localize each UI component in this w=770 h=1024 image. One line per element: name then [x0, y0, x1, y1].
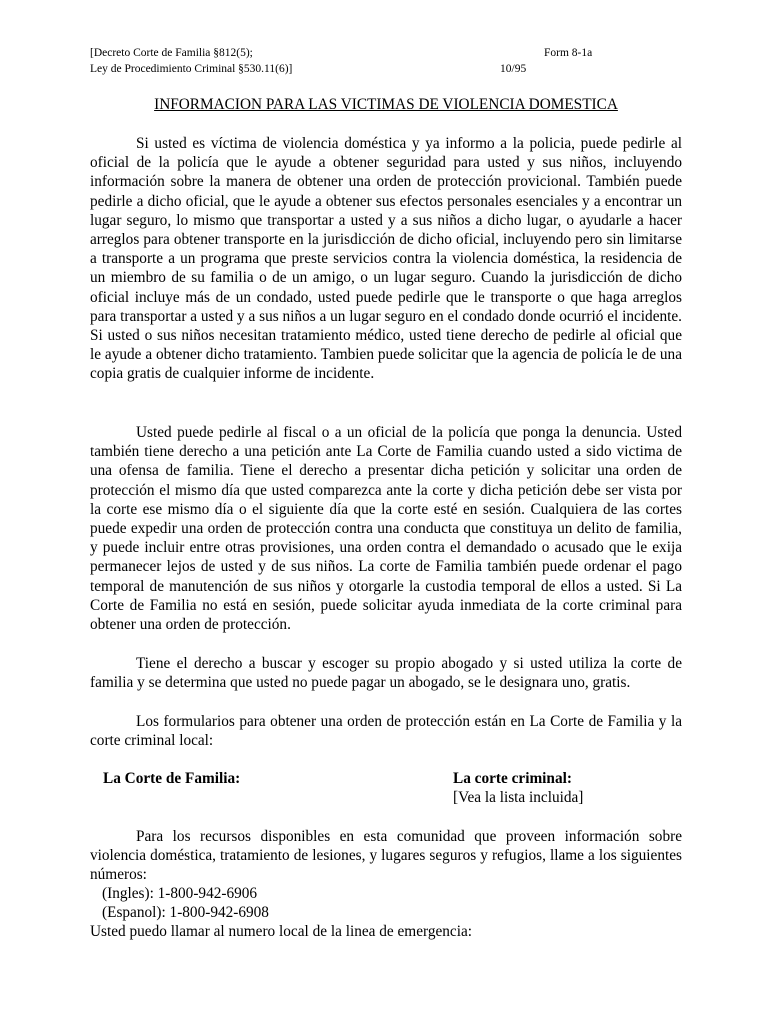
phone-spanish: (Espanol): 1-800-942-6908: [102, 904, 269, 921]
statute-reference-line-2: Ley de Procedimiento Criminal §530.11(6)]: [90, 63, 293, 75]
form-date: 10/95: [500, 63, 527, 75]
paragraph-attorney-rights: [90, 654, 682, 692]
paragraph-text: Los formularios para obtener una orden de protección están en La Corte de Familia y la corte criminal local:: [90, 713, 682, 750]
paragraph-text: Si usted es víctima de violencia doméstica y ya informo a la policia, puede pedirle al oficial de la policía que le ayude a obtener seguridad para usted y sus niños, incluyendo información sobre la manera de obtener una orden de protección provicional. También puede pedirle a dicho oficial, que le ayude a obtener sus efectos personales esenciales y a encontrar un lugar seguro, lo mismo que transportar a usted y a sus niños a dicho lugar, o ayudarle a hacer arreglos para obtener transporte en la jurisdicción de dicho oficial, incluyendo pero sin limitarse a transporte a un programa que preste servicios contra la violencia doméstica, la residencia de un miembro de su familia o de un amigo, o un lugar seguro. Cuando la jurisdicción de dicho oficial incluye más de un condado, usted puede pedirle que le transporte o que haga arreglos para transportar a usted y a sus niños a un lugar seguro en el condado donde ocurrió el incidente. Si usted o sus niños necesitan tratamiento médico, usted tiene derecho de pedirle al oficial que le ayude a obtener dicho tratamiento. Tambien puede solicitar que la agencia de policía le de una copia gratis de cualquier informe de incidente.: [90, 135, 682, 383]
form-number: Form 8-1a: [544, 47, 593, 59]
closing-line: Usted puedo llamar al numero local de la linea de emergencia:: [90, 923, 472, 940]
paragraph-text: Usted puede pedirle al fiscal o a un oficial de la policía que ponga la denuncia. Usted también tiene derecho a una petición ante La Corte de Familia cuando usted a sido victima de una ofensa de familia. Tiene el derecho a presentar dicha petición y solicitar una orden de protección el mismo día que usted comparezca ante la corte y dicha petición debe ser vista por la corte ese mismo día o el siguiente día que la corte esté en sesión. Cualquiera de las cortes puede expedir una orden de protección contra una conducta que constituya un delito de familia, y puede incluir entre otras provisiones, una orden contra el demandado o acusado que le exija permanecer lejos de usted y de sus niños. La corte de Familia también puede ordenar el pago temporal de manutención de sus niños y otorgarle la custodia temporal de ellos a usted. Si La Corte de Familia no está en sesión, puede solicitar ayuda inmediata de la corte criminal para obtener una orden de protección.: [90, 424, 682, 634]
paragraph-protection-forms: [90, 712, 682, 750]
paragraph-resources: [90, 827, 682, 885]
criminal-court-note: [Vea la lista incluida]: [453, 789, 584, 806]
criminal-court-label: La corte criminal:: [453, 770, 572, 787]
phone-english: (Ingles): 1-800-942-6906: [102, 885, 258, 902]
paragraph-text: Para los recursos disponibles en esta comunidad que proveen información sobre violencia doméstica, tratamiento de lesiones, y lugares seguros y refugios, llame a los siguientes números:: [90, 828, 682, 884]
statute-reference-line-1: [Decreto Corte de Familia §812(5);: [90, 47, 253, 59]
paragraph-police-assistance: [90, 134, 682, 384]
document-title: INFORMACION PARA LAS VICTIMAS DE VIOLENCIA DOMESTICA: [154, 96, 618, 113]
paragraph-text: Tiene el derecho a buscar y escoger su propio abogado y si usted utiliza la corte de familia y se determina que usted no puede pagar un abogado, se le designara uno, gratis.: [90, 655, 682, 692]
family-court-label: La Corte de Familia:: [103, 770, 241, 787]
paragraph-court-petition: [90, 423, 682, 634]
